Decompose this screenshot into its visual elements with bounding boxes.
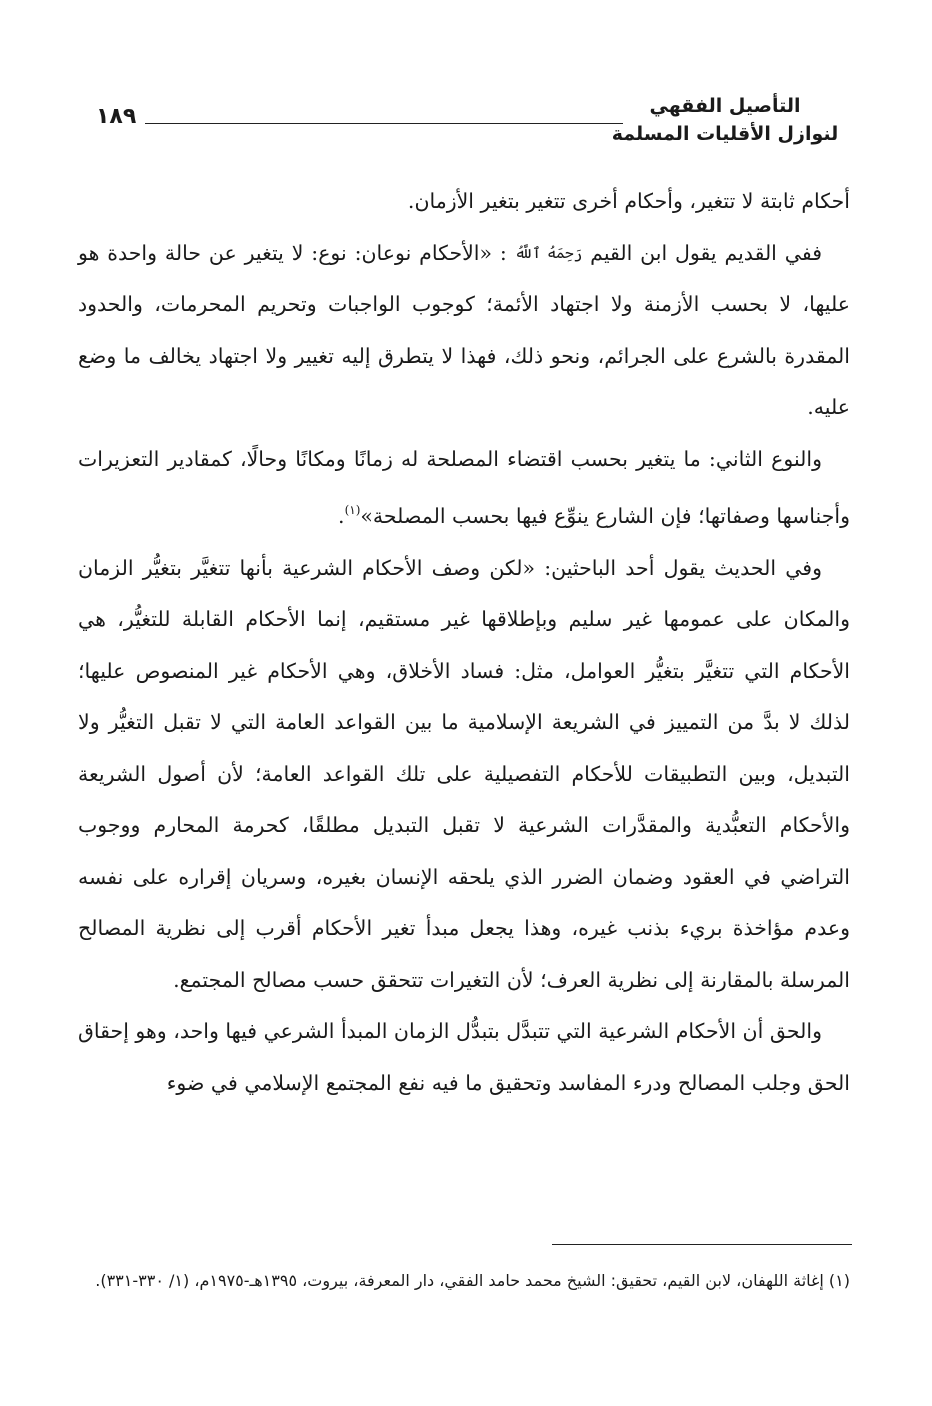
paragraph-3-end: . — [338, 504, 345, 528]
paragraph-4: وفي الحديث يقول أحد الباحثين: «لكن وصف الأحكام الشرعية بأنها تتغيَّر بتغيُّر الزمان والمكان على عمومها غير سليم وبإطلاقها غير مستقيم، إنما الأحكام القابلة للتغيُّر، هي الأحكام التي تتغيَّر بتغيُّر العوامل، مثل: فساد الأخلاق، وهي الأحكام غير المنصوص عليها؛ لذلك لا بدَّ من التمييز في الشريعة الإسلامية ما بين القواعد العامة التي لا تقبل التغيُّر ولا التبديل، وبين التطبيقات للأحكام التفصيلية على تلك القواعد العامة؛ لأن أصول الشريعة والأحكام التعبُّدية والمقدَّرات الشرعية لا تقبل التبديل مطلقًا، كحرمة المحارم ووجوب التراضي في العقود وضمان الضرر الذي يلحقه الإنسان بغيره، وسريان إقراره على نفسه وعدم مؤاخذة بريء بذنب غيره، وهذا يجعل مبدأ تغير الأحكام أقرب إلى نظرية المصالح المرسلة بالمقارنة إلى نظرية العرف؛ لأن التغيرات تتحقق حسب مصالح المجتمع. — [78, 555, 850, 992]
paragraph-3-text: والنوع الثاني: ما يتغير بحسب اقتضاء المصلحة له زمانًا ومكانًا وحالًا، كمقادير التعزيرات وأجناسها وصفاتها؛ فإن الشارع ينوِّع فيها بحسب المصلحة» — [78, 446, 850, 528]
header-rule — [145, 123, 623, 124]
running-title-line1: التأصيل الفقهي — [649, 95, 801, 117]
footnote-rule — [552, 1244, 852, 1245]
footnote-1: (١) إغاثة اللهفان، لابن القيم، تحقيق: الشيخ محمد حامد الفقي، دار المعرفة، بيروت، ١٣٩٥هـ-١٩٧٥م، (١/ ٣٣٠-٣٣١). — [95, 1271, 850, 1290]
footnotes — [80, 1264, 850, 1298]
paragraph-2 — [78, 228, 850, 434]
running-title — [610, 92, 840, 148]
honorific-glyph: رَحِمَهُ ٱللَّهُ — [514, 243, 583, 262]
running-title-line2: لنوازل الأقليات المسلمة — [611, 123, 839, 145]
paragraph-1: أحكام ثابتة لا تتغير، وأحكام أخرى تتغير بتغير الأزمان. — [407, 189, 850, 213]
page-number: ١٨٩ — [96, 104, 137, 129]
footnote-reference[interactable]: (١) — [344, 503, 361, 517]
paragraph-2-intro: ففي القديم يقول ابن القيم — [582, 240, 822, 265]
paragraph-5: والحق أن الأحكام الشرعية التي تتبدَّل بتبدُّل الزمان المبدأ الشرعي فيها واحد، وهو إحقاق الحق وجلب المصالح ودرء المفاسد وتحقيق ما فيه نفع المجتمع الإسلامي في ضوء — [78, 1019, 850, 1095]
paragraph-3 — [78, 434, 850, 543]
body-text — [78, 176, 850, 1226]
paragraph-2-quote: : «الأحكام نوعان: نوع: لا يتغير عن حالة واحدة هو عليها، لا بحسب الأزمنة ولا اجتهاد الأئمة؛ كوجوب الواجبات وتحريم المحرمات، والحدود المقدرة بالشرع على الجرائم، ونحو ذلك، فهذا لا يتطرق إليه تغيير ولا اجتهاد يخالف ما وضع عليه. — [78, 240, 850, 419]
